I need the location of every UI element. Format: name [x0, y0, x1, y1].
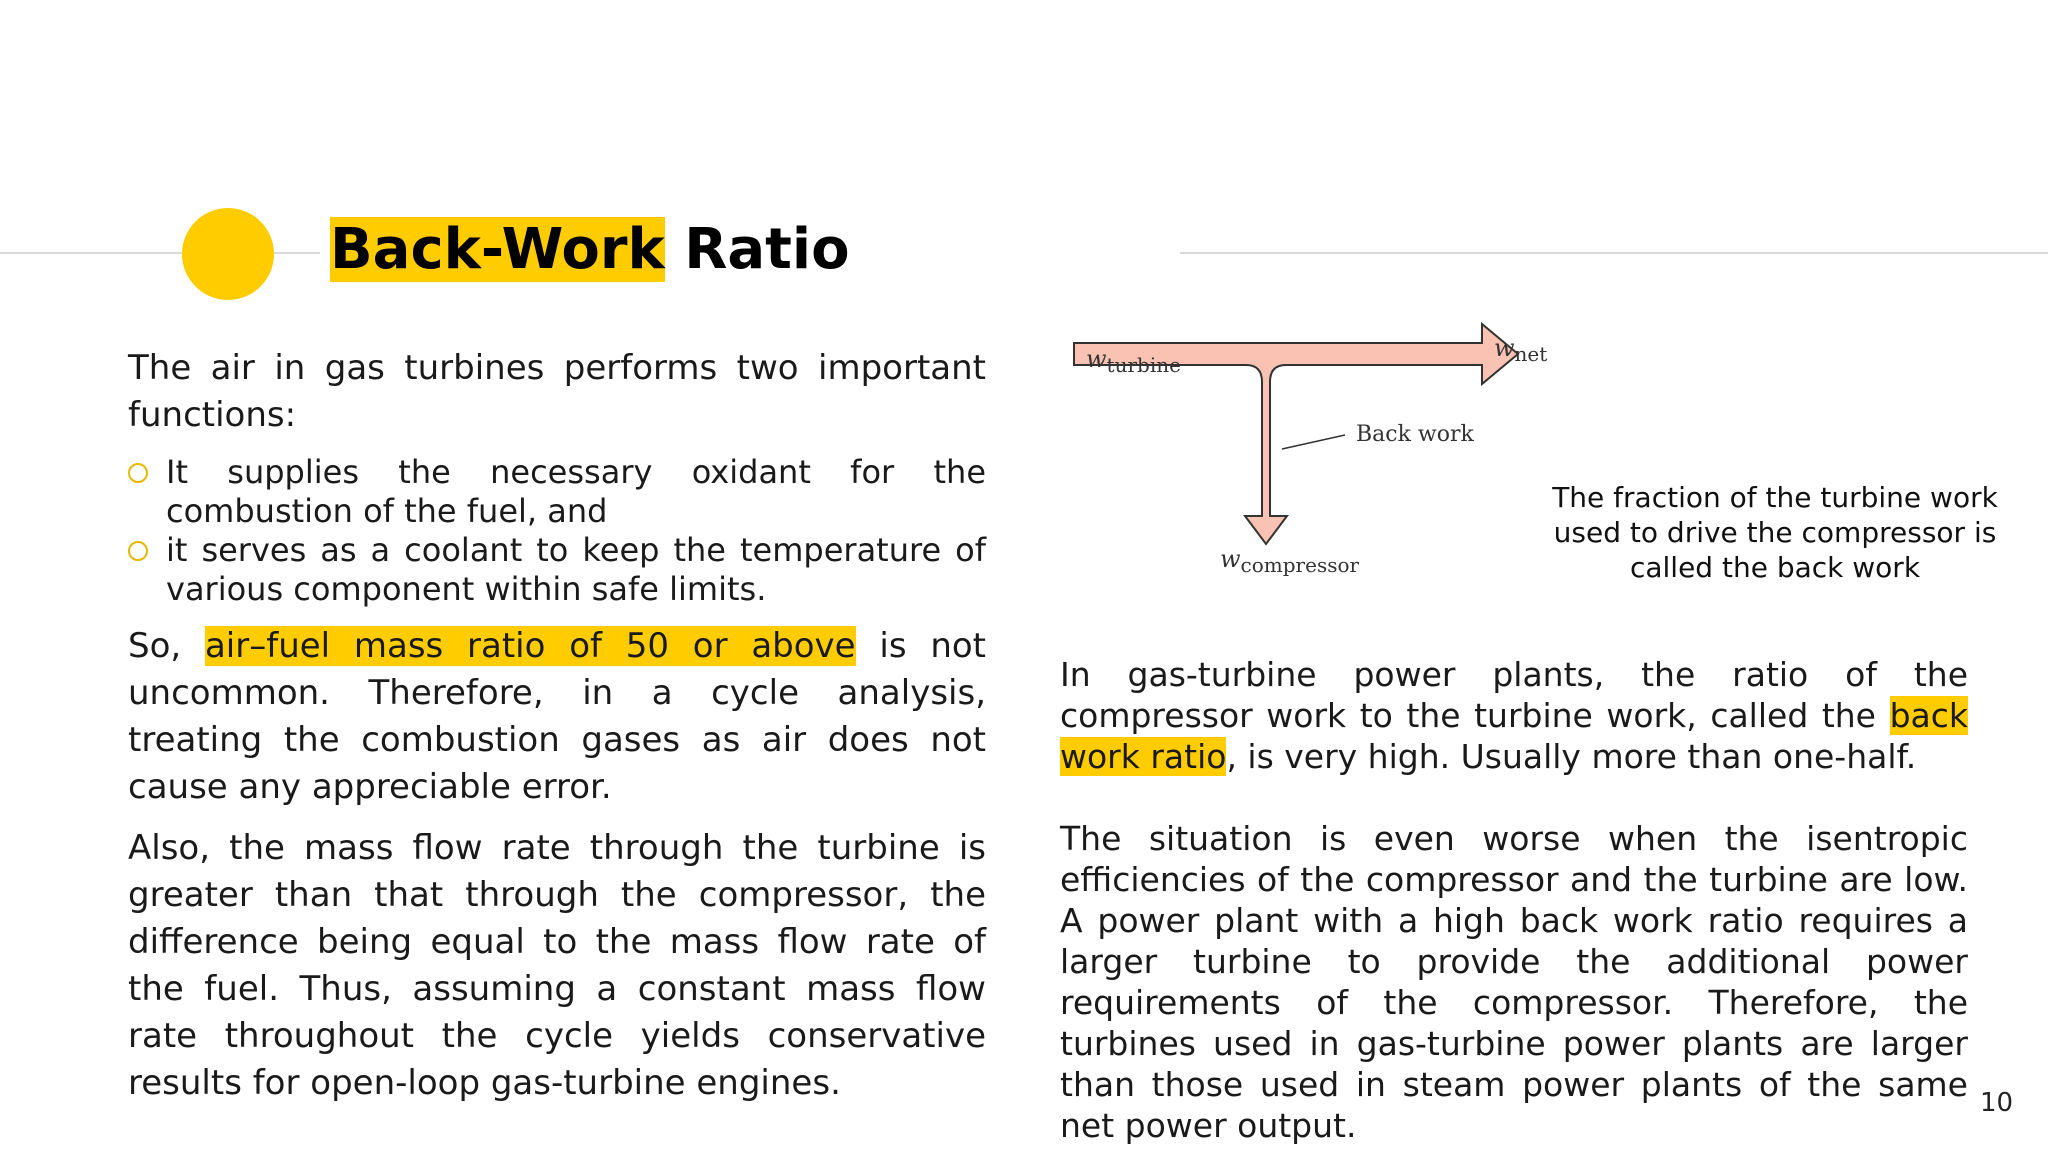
ratio-pre: In gas-turbine power plants, the ratio of the compressor work to the turbine work, called the — [1060, 655, 1968, 735]
back-work-ratio-paragraph — [1060, 654, 1968, 777]
air-fuel-post: is not uncommon. Therefore, in a cycle analysis, treating the combustion gases as air does not cause any appreciable error. — [128, 626, 986, 807]
ratio-highlight: back work ratio — [1060, 696, 1968, 776]
diagram-caption: The fraction of the turbine work used to drive the compressor is called the back work — [1552, 481, 1998, 584]
back-work-leader — [1282, 435, 1345, 449]
list-item — [128, 531, 986, 609]
header-rule-right — [1180, 252, 2048, 254]
right-column — [1060, 654, 1968, 1146]
accent-circle — [182, 208, 274, 300]
intro-paragraph: The air in gas turbines performs two important functions: — [128, 348, 986, 435]
list-item-text: It supplies the necessary oxidant for the combustion of the fuel, and — [166, 453, 986, 530]
left-column — [128, 345, 986, 1107]
mass-flow-paragraph: Also, the mass flow rate through the turbine is greater than that through the compressor, the difference being equal to the mass flow rate of the fuel. Thus, assuming a constant mass flow rate throughout the cycle yields conservative results for open-loop gas-turbine engines. — [128, 828, 986, 1103]
title-highlight: Back-Work — [330, 217, 665, 282]
list-item — [128, 453, 986, 531]
title-rest: Ratio — [664, 217, 850, 282]
air-fuel-highlight: air–fuel mass ratio of 50 or above — [204, 626, 856, 666]
list-item-text: it serves as a coolant to keep the temperature of various component within safe limits. — [166, 531, 986, 608]
w-compressor-label: $w_{compressor}$ — [1220, 545, 1360, 577]
page-number: 10 — [1980, 1088, 2014, 1118]
circle-bullet-icon — [128, 463, 148, 483]
slide-title — [330, 212, 850, 288]
circle-bullet-icon — [128, 541, 148, 561]
ratio-post: , is very high. Usually more than one-half. — [1226, 737, 1917, 776]
air-fuel-pre: So, — [128, 626, 205, 666]
back-work-label: Back work — [1356, 422, 1474, 447]
w-turbine-label: $w_{turbine}$ — [1086, 345, 1181, 377]
air-fuel-paragraph — [128, 623, 986, 811]
efficiency-paragraph: The situation is even worse when the isentropic efficiencies of the compressor and the turbine are low. A power plant with a high back work ratio requires a larger turbine to provide the additional power requirements of the compressor. Therefore, the turbines used in gas-turbine power plants are larger than those used in steam power plants of the same net power output. — [1060, 819, 1968, 1145]
w-net-label: $w_{net}$ — [1494, 334, 1548, 366]
back-work-diagram — [1066, 318, 1566, 588]
function-list — [128, 453, 986, 609]
